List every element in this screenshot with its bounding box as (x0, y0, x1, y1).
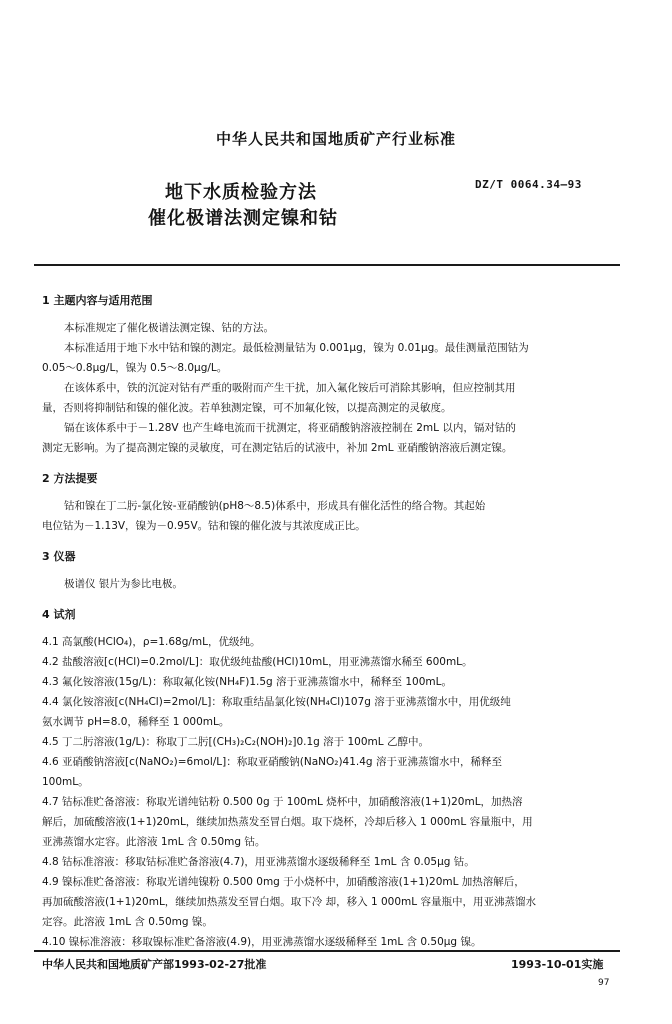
section-4-line: 亚沸蒸馏水定容。此溶液 1mL 含 0.50mg 钴。 (42, 836, 266, 848)
section-4-line: 定容。此溶液 1mL 含 0.50mg 镍。 (42, 916, 213, 928)
section-4-line: 解后，加硫酸溶液(1+1)20mL，继续加热蒸发至冒白烟。取下烧杯，冷却后移入 1 000mL 容量瓶中，用 (42, 816, 533, 828)
section-1-line: 本标准适用于地下水中钴和镍的测定。最低检测量钴为 0.001μg，镍为 0.01μg。最佳测量范围钴为 (64, 342, 529, 354)
document-title-line1: 地下水质检验方法 (165, 182, 317, 203)
document-title-line2: 催化极谱法测定镍和钴 (148, 208, 338, 229)
section-4-heading: 4 试剂 (42, 608, 76, 621)
page-number: 97 (598, 978, 610, 988)
standard-code: DZ/T 0064.34—93 (475, 178, 582, 191)
section-2-heading: 2 方法提要 (42, 472, 98, 485)
section-1-line: 测定无影响。为了提高测定镍的灵敏度，可在测定钴后的试液中，补加 2mL 亚硝酸钠溶液后测定镍。 (42, 442, 513, 454)
section-4-line: 4.4 氯化铵溶液[c(NH₄Cl)=2mol/L]：称取重结晶氯化铵(NH₄Cl)107g 溶于亚沸蒸馏水中，用优级纯 (42, 696, 511, 708)
section-4-line: 氨水调节 pH=8.0，稀释至 1 000mL。 (42, 716, 230, 728)
footer-divider (34, 950, 620, 952)
section-2-line: 电位钴为－1.13V，镍为－0.95V。钴和镍的催化波与其浓度成正比。 (42, 520, 366, 532)
section-1-line: 本标准规定了催化极谱法测定镍、钴的方法。 (64, 322, 274, 334)
section-2-line: 钴和镍在丁二肟-氯化铵-亚硝酸钠(pH8～8.5)体系中，形成具有催化活性的络合物。其起始 (64, 500, 486, 512)
section-1-line: 量，否则将抑制钴和镍的催化波。若单独测定镍，可不加氟化铵，以提高测定的灵敏度。 (42, 402, 452, 414)
section-4-line: 4.7 钴标准贮备溶液：称取光谱纯钴粉 0.500 0g 于 100mL 烧杯中，加硝酸溶液(1+1)20mL，加热溶 (42, 796, 523, 808)
section-1-heading: 1 主题内容与适用范围 (42, 294, 153, 307)
section-4-line: 4.9 镍标准贮备溶液：称取光谱纯镍粉 0.500 0mg 于小烧杯中，加硝酸溶液(1+1)20mL 加热溶解后， (42, 876, 525, 888)
section-4-line: 4.1 高氯酸(HClO₄)，ρ=1.68g/mL，优级纯。 (42, 636, 261, 648)
section-1-line: 镉在该体系中于－1.28V 也产生峰电流而干扰测定，将亚硝酸钠溶液控制在 2mL 以内，镉对钴的 (64, 422, 516, 434)
section-4-line: 4.8 钴标准溶液：移取钴标准贮备溶液(4.7)，用亚沸蒸馏水逐级稀释至 1mL 含 0.05μg 钴。 (42, 856, 475, 868)
section-4-line: 4.5 丁二肟溶液(1g/L)：称取丁二肟[(CH₃)₂C₂(NOH)₂]0.1g 溶于 100mL 乙醇中。 (42, 736, 429, 748)
section-3-line: 极谱仪 银片为参比电极。 (64, 578, 183, 590)
header-divider (34, 264, 620, 266)
section-4-line: 4.3 氟化铵溶液(15g/L)：称取氟化铵(NH₄F)1.5g 溶于亚沸蒸馏水中，稀释至 100mL。 (42, 676, 452, 688)
section-4-line: 4.2 盐酸溶液[c(HCl)=0.2mol/L]：取优级纯盐酸(HCl)10mL，用亚沸蒸馏水稀至 600mL。 (42, 656, 473, 668)
section-4-line: 100mL。 (42, 776, 89, 788)
section-1-line: 在该体系中，铁的沉淀对钴有严重的吸附而产生干扰，加入氟化铵后可消除其影响，但应控制其用 (64, 382, 516, 394)
section-4-line: 4.6 亚硝酸钠溶液[c(NaNO₂)=6mol/L]：称取亚硝酸钠(NaNO₂)41.4g 溶于亚沸蒸馏水中，稀释至 (42, 756, 502, 768)
issuing-org-title: 中华人民共和国地质矿产行业标准 (215, 130, 456, 148)
section-1-line: 0.05～0.8μg/L，镍为 0.5～8.0μg/L。 (42, 362, 228, 374)
section-3-heading: 3 仪器 (42, 550, 76, 563)
section-4-line: 再加硫酸溶液(1+1)20mL，继续加热蒸发至冒白烟。取下冷 却，移入 1 000mL 容量瓶中，用亚沸蒸馏水 (42, 896, 536, 908)
approval-info: 中华人民共和国地质矿产部1993-02-27批准 (42, 958, 267, 971)
implementation-date: 1993-10-01实施 (511, 958, 604, 971)
section-4-line: 4.10 镍标准溶液：移取镍标准贮备溶液(4.9)，用亚沸蒸馏水逐级稀释至 1mL 含 0.50μg 镍。 (42, 936, 482, 948)
